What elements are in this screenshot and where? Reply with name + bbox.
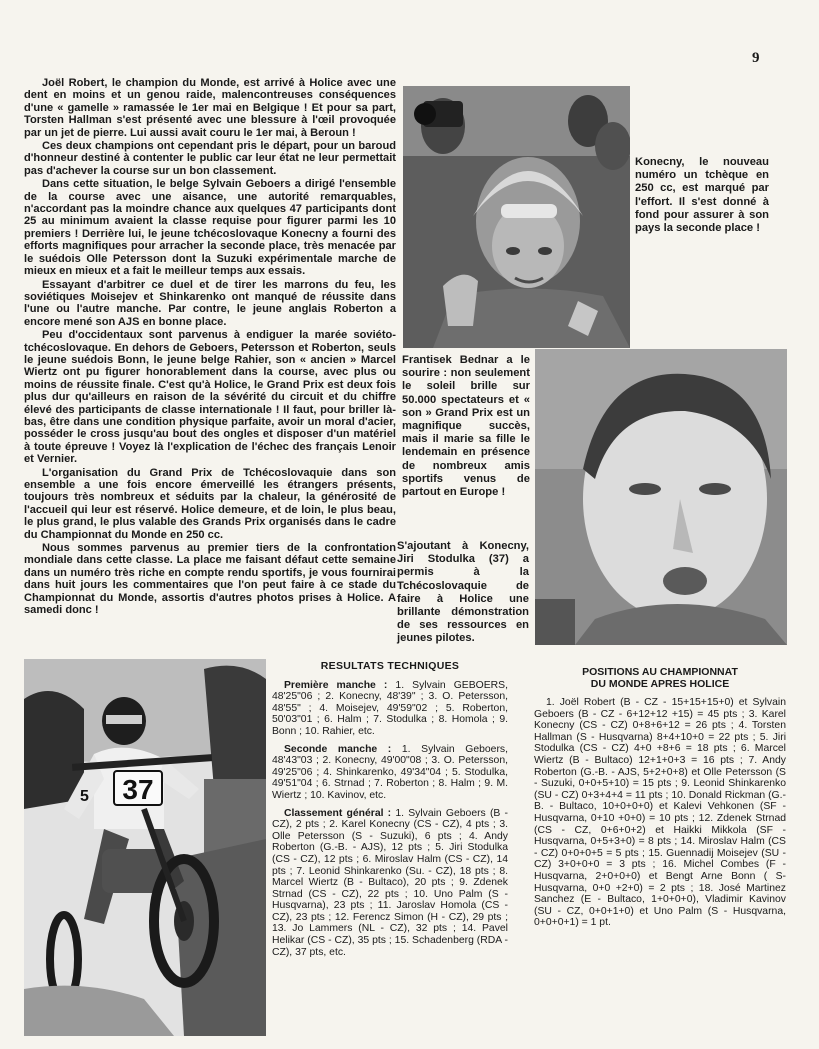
- article-body: [24, 77, 396, 617]
- standings-title-line2: DU MONDE APRES HOLICE: [590, 678, 730, 690]
- article-paragraph: Essayant d'arbitrer ce duel et de tirer les marrons du feu, les soviétiques Moisejev et Shinkarenko ont manqué de réussite dans l'une ou l'autre manche. Par contre, le jeune anglais Roberton a encore mené son AJS en bonne place.: [24, 278, 396, 328]
- standings-title-line1: POSITIONS AU CHAMPIONNAT: [582, 666, 738, 678]
- overall-results: [272, 808, 508, 959]
- article-paragraph: Nous sommes parvenus au premier tiers de la confrontation mondiale dans cette classe. La place me faisant défaut cette semaine dans un numéro très riche en compte rendu sportifs, je vous fournirai dans huit jours les commentaires que l'on peut faire à ce stade du Championnat du Monde, assortis d'autres photos prises à Holice. A samedi donc !: [24, 542, 396, 617]
- first-heat-results: [272, 680, 508, 738]
- article-paragraph: Dans cette situation, le belge Sylvain Geboers a dirigé l'ensemble de la course avec une aisance, une autorité remarquables, n'accordant pas la moindre chance aux quelques 47 participants dont 25 au minimum avaient la classe requise pour figurer parmi les 10 premiers ! Derrière lui, le jeune tchécoslovaque Konecny a fourni des efforts magnifiques pour arracher la seconde place, très menacée par le suédois Olle Petersson dont la Suzuki expérimentale marche de mieux en mieux et a fait le meilleur temps aux essais.: [24, 178, 396, 278]
- stodulka-caption: S'ajoutant à Konecny, Jiri Stodulka (37) a permis à la Tchécoslovaquie de faire à Holice une brillante démonstration de ses ressources en jeunes pilotes.: [397, 540, 529, 645]
- standings-title: [534, 666, 786, 690]
- second-heat-text: 1. Sylvain Geboers, 48'43"03 ; 2. Konecny, 49'00"08 ; 3. O. Petersson, 49'25"06 ; 4. Shinkarenko, 49'34"04 ; 5. Stodulka, 49'51"04 ; 6. Strnad ; 7. Roberton ; 8. Halm ; 9. M. Wiertz ; 10. Kavinov, etc.: [272, 743, 509, 801]
- article-paragraph: Joël Robert, le champion du Monde, est arrivé à Holice avec une dent en moins et un genou raide, malencontreuses conséquences d'une « gamelle » ramassée le 1er mai en Belgique ! Et pour sa part, Torsten Hallman s'est présenté avec une blessure à l'œil provoquée par un jet de pierre. Lui aussi avait couru le 1er mai, à Beroun !: [24, 77, 396, 139]
- overall-text: 1. Sylvain Geboers (B - CZ), 2 pts ; 2. Karel Konecny (CS - CZ), 4 pts ; 3. Olle Petersson (S - Suzuki), 6 pts ; 4. Andy Roberton (G.-B. - AJS), 12 pts ; 5. Jiri Stodulka (CS - CZ), 12 pts ; 6. Miroslav Halm (CS - CZ), 14 pts ; 7. Leonid Shinkarenko (Su. - CZ), 18 pts ; 8. Marcel Wiertz (B - Bultaco), 20 pts ; 9. Zdenek Strnad (CS - CZ), 22 pts ; 10. Uno Palm (S - Husqvarna), 23 pts ; 11. Jaroslav Homola (CS - CZ), 23 pts ; 12. Ferencz Simon (H - CZ), 29 pts ; 13. Jo Lammers (NL - CZ), 32 pts ; 14. Pavel Helikar (CS - CZ), 35 pts ; 15. Schadenberg (RDA - CZ), 37 pts, etc.: [272, 807, 508, 958]
- motocross-jump-photo: [24, 659, 266, 1036]
- technical-results: [272, 661, 508, 964]
- article-paragraph: L'organisation du Grand Prix de Tchécoslovaquie dans son ensemble a une fois encore émerveillé les étrangers présents, toujours très nombreux et séduits par la chaleur, la générosité de l'accueil qui leur est réservé. Holice demeure, et de loin, le plus beau, le plus grand, le plus valable des Grands Prix organisés dans le cadre du Championnat du Monde en 250 cc.: [24, 466, 396, 541]
- article-paragraph: Peu d'occidentaux sont parvenus à endiguer la marée soviéto-tchécoslovaque. En dehors de Geboers, Petersson et Roberton, seuls le jeune suédois Bonn, le jeune belge Rahier, son « ancien » Marcel Wiertz ont pu figurer honorablement dans la course, avec plus ou moins de réussite finale. C'est qu'à Holice, le Grand Prix est deux fois plus dur qu'ailleurs en raison de la sévérité du circuit et du chiffre élevé des participants de classe internationale ! Il faut, pour briller là-bas, être dans une condition physique parfaite, avoir un moral d'acier, posséder le cross jusqu'au bout des ongles et disposer d'un matériel à toute épreuve ! Voyez là l'explication de l'échec des français Lenoir et Vernier.: [24, 329, 396, 466]
- standings-text: 1. Joël Robert (B - CZ - 15+15+15+0) et Sylvain Geboers (B - CZ - 6+12+12 +15) = 45 pts ; 3. Karel Konecny (CS - CZ) 0+8+6+12 = 26 pts ; 4. Torsten Hallman (S - Husqvarna) 8+4+10+0 = 22 pts ; 5. Jiri Stodulka (CS - CZ) 4+0 +8+6 = 18 pts ; 6. Marcel Wiertz (B - Bultaco) 12+1+0+3 = 16 pts ; 7. Andy Roberton (G.-B. - AJS, 5+2+0+8) et Olle Petersson (S - Suzuki, 0+0+5+10) = 15 pts ; 9. Leonid Shinkarenko (SU - CZ) 0+3+4+4 = 11 pts ; 10. Donald Rickman (G.-B. - Bultaco, 10+0+0+0) et Kalevi Vehkonen (SF - Husqvarna, 0+10 +0+0) = 10 pts ; 12. Zdenek Strnad (CS - CZ, 0+6+0+2) et Haikki Mikkola (SF - Husqvarna, 0+5+3+0) = 8 pts ; 14. Miroslav Halm (CS - CZ) 0+0+0+5 = 5 pts ; 15. Guennadij Moisejev (SU - CZ) 3+0+0+0 = 3 pts ; 16. Michel Combes (F - Husqvarna, 2+0+0+0) et Bengt Arne Bonn ( S- Husqvarna, 0+0 +2+0) = 2 pts ; 18. José Martinez Sanchez (E - Bultaco, 1+0+0+0), Vladimir Kavinov (SU - CZ, 0+0+1+0) et Uno Palm (S - Husqvarna, 0+0+0+1) = 1 pt.: [534, 697, 786, 929]
- article-paragraph: Ces deux champions ont cependant pris le départ, pour un baroud d'honneur destiné à contenter le public car leur état ne leur permettait pas d'achever la course sur un bon classement.: [24, 140, 396, 177]
- bednar-caption: Frantisek Bednar a le sourire : non seulement le soleil brille sur 50.000 spectateurs et « son » Grand Prix est un magnifique succès, mais il marie sa fille le lendemain en présence de nombreux amis sportifs venus de partout en Europe !: [402, 354, 530, 499]
- championship-standings: [534, 666, 786, 929]
- first-heat-text: 1. Sylvain GEBOERS, 48'25"06 ; 2. Konecny, 48'39" ; 3. O. Petersson, 48'55" ; 4. Moisejev, 49'59"02 ; 5. Roberton, 50'03"01 ; 6. Halm ; 7. Stodulka ; 8. Homola ; 9. Bonn ; 10. Rahier, etc.: [272, 679, 509, 737]
- first-heat-label: Première manche :: [284, 679, 388, 691]
- second-heat-results: [272, 744, 508, 802]
- konecny-photo: [403, 86, 630, 348]
- overall-label: Classement général :: [284, 807, 392, 819]
- page-number: 9: [752, 50, 760, 66]
- bike-number: 37: [122, 774, 154, 805]
- bike-number-side: 5: [80, 788, 89, 805]
- results-title: RESULTATS TECHNIQUES: [320, 660, 460, 672]
- bednar-portrait-photo: [535, 349, 787, 645]
- konecny-caption: Konecny, le nouveau numéro un tchèque en 250 cc, est marqué par l'effort. Il s'est donné à fond pour assurer à son pays la seconde place !: [635, 156, 769, 235]
- second-heat-label: Seconde manche :: [284, 743, 392, 755]
